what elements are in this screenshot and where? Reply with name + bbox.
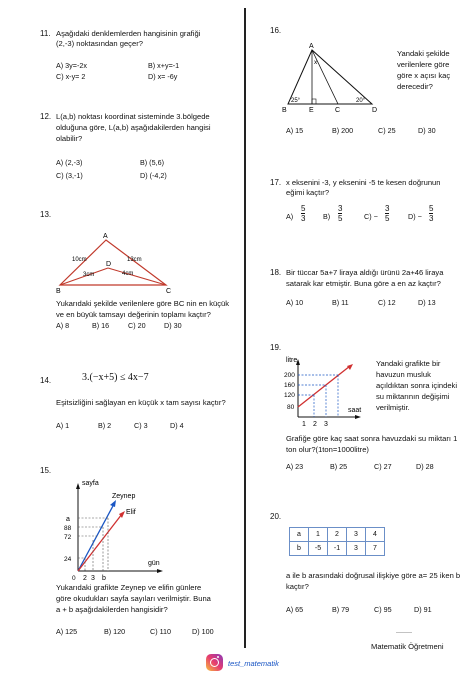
q15-axis-y-label: sayfa <box>82 480 99 487</box>
q18-option-a[interactable]: A) 10 <box>286 298 304 307</box>
q14-text-1: Eşitsizliğini sağlayan en küçük x tam sayısı kaçtır? <box>56 398 226 407</box>
q15-text-3: a + b aşağıdakilerden hangisidir? <box>56 605 168 614</box>
q11-text-1: Aşağıdaki denklemlerden hangisinin grafiği <box>56 29 201 38</box>
q13-label-d: D <box>106 261 112 268</box>
q11-text-2: (2,-3) noktasından geçer? <box>56 39 143 48</box>
q15-text-2: göre okudukları sayfa sayıları verilmiştir. Buna <box>56 594 211 603</box>
q19-number: 19. <box>270 343 282 352</box>
q16-label-x: x <box>314 59 318 66</box>
q17-option-c-label[interactable]: C) − <box>364 212 378 221</box>
q20-option-b[interactable]: B) 79 <box>332 605 350 614</box>
q19-line <box>298 366 350 407</box>
teacher-title: Matematik Öğretmeni <box>371 642 444 651</box>
q19-xtick-3: 3 <box>324 421 328 428</box>
q19-text-3: açıldıktan sonra içindeki <box>376 381 458 390</box>
q20-text-2: kaçtır? <box>286 582 309 591</box>
q20-cell: 7 <box>366 542 385 556</box>
q20-cell: 2 <box>328 528 347 542</box>
q18-option-b[interactable]: B) 11 <box>332 298 349 307</box>
q20-row-a <box>290 528 385 542</box>
q16-angle-b: 25° <box>291 98 301 104</box>
q13-text-2: ve en büyük tamsayı değerinin toplamı kaçtır? <box>56 310 211 319</box>
q11-option-b[interactable]: B) x+y=-1 <box>148 61 180 70</box>
q16-option-b[interactable]: B) 200 <box>332 126 354 135</box>
q15-legend-zeynep: Zeynep <box>112 493 136 500</box>
q13-number: 13. <box>40 210 52 219</box>
q11-number: 11. <box>40 29 51 38</box>
q15-option-a[interactable]: A) 125 <box>56 627 78 636</box>
q16-label-d: D <box>372 107 378 114</box>
q19-axis-x-label: saat <box>348 407 362 414</box>
instagram-icon[interactable] <box>206 654 223 671</box>
q20-cell: 3 <box>347 528 366 542</box>
q15-ytick-24: 24 <box>64 556 72 563</box>
q19-option-c[interactable]: C) 27 <box>374 462 392 471</box>
q19-text-1: Yandaki grafikte bir <box>376 359 441 368</box>
q15-xtick-3: 3 <box>91 575 95 582</box>
q17-option-b-fraction: $\frac{3}{5}$ <box>338 204 343 223</box>
q19-ytick-160: 160 <box>284 382 295 389</box>
q19-option-d[interactable]: D) 28 <box>416 462 434 471</box>
q16-option-c[interactable]: C) 25 <box>378 126 396 135</box>
q15-origin: 0 <box>72 575 76 582</box>
q17-option-d-label[interactable]: D) − <box>408 212 422 221</box>
q20-option-d[interactable]: D) 91 <box>414 605 432 614</box>
q16-text-3: göre x açısı kaç <box>397 71 451 80</box>
q18-number: 18. <box>270 268 282 277</box>
q12-option-a[interactable]: A) (2,-3) <box>56 158 83 167</box>
q13-label-bc: 13cm <box>127 257 142 263</box>
q20-table <box>289 527 385 556</box>
q12-number: 12. <box>40 112 52 121</box>
q14-option-b[interactable]: B) 2 <box>98 421 112 430</box>
q20-cell: 4 <box>366 528 385 542</box>
q20-cell: b <box>290 542 309 556</box>
q15-ytick-72: 72 <box>64 534 72 541</box>
q20-row-b <box>290 542 385 556</box>
q16-text-2: verilenlere göre <box>397 60 450 69</box>
q19-ytick-80: 80 <box>287 404 295 411</box>
q13-label-bd: 3cm <box>83 272 95 278</box>
q14-option-d[interactable]: D) 4 <box>170 421 184 430</box>
q17-text-1: x eksenini -3, y eksenini -5 te kesen doğrunun <box>286 178 441 187</box>
q16-option-d[interactable]: D) 30 <box>418 126 436 135</box>
q12-text-3: olabilir? <box>56 134 83 143</box>
q17-option-b-label[interactable]: B) <box>323 212 331 221</box>
q13-option-a[interactable]: A) 8 <box>56 321 70 330</box>
q18-option-c[interactable]: C) 12 <box>378 298 396 307</box>
q11-option-a[interactable]: A) 3y=-2x <box>56 61 87 70</box>
q17-text-2: eğimi kaçtır? <box>286 188 330 197</box>
q20-cell: 1 <box>309 528 328 542</box>
q17-option-a-label[interactable]: A) <box>286 212 294 221</box>
q12-option-d[interactable]: D) (-4,2) <box>140 171 167 180</box>
q13-option-c[interactable]: C) 20 <box>128 321 146 330</box>
q18-option-d[interactable]: D) 13 <box>418 298 436 307</box>
q19-text-7: ton olur?(1ton=1000litre) <box>286 445 369 454</box>
q13-option-b[interactable]: B) 16 <box>92 321 110 330</box>
q20-text-1: a ile b arasındaki doğrusal ilişkiye göre a= 25 iken b <box>286 571 461 580</box>
q12-text-1: L(a,b) noktası koordinat sisteminde 3.bölgede <box>56 112 210 121</box>
q19-xtick-1: 1 <box>302 421 306 428</box>
q16-label-b: B <box>282 107 287 114</box>
q16-number: 16. <box>270 26 282 35</box>
q19-text-4: su miktarının değişimi <box>376 392 450 401</box>
signature-dots: ........ <box>396 626 412 635</box>
q20-cell: -1 <box>328 542 347 556</box>
q16-angle-d: 20° <box>356 98 366 104</box>
q15-axis-x-label: gün <box>148 560 160 567</box>
q20-cell: a <box>290 528 309 542</box>
q15-ytick-88: 88 <box>64 525 72 532</box>
q15-option-c[interactable]: C) 110 <box>150 627 172 636</box>
q13-label-c: C <box>166 288 172 295</box>
q15-text-1: Yukarıdaki grafikte Zeynep ve elifin günlere <box>56 583 202 592</box>
q15-xtick-2: 2 <box>83 575 87 582</box>
q18-text-1: Bir tüccar 5a+7 liraya aldığı ürünü 2a+46 liraya <box>286 268 444 277</box>
q17-option-d-fraction: $\frac{5}{3}$ <box>429 204 434 223</box>
q19-text-6: Grafiğe göre kaç saat sonra havuzdaki su miktarı 1 <box>286 434 458 443</box>
q19-option-b[interactable]: B) 25 <box>330 462 348 471</box>
q15-option-d[interactable]: D) 100 <box>192 627 214 636</box>
q19-option-a[interactable]: A) 23 <box>286 462 304 471</box>
q14-option-c[interactable]: C) 3 <box>134 421 148 430</box>
q14-number: 14. <box>40 376 52 385</box>
q20-option-c[interactable]: C) 95 <box>374 605 392 614</box>
q17-option-c-fraction: $\frac{3}{5}$ <box>385 204 390 223</box>
q19-xtick-2: 2 <box>313 421 317 428</box>
q13-option-d[interactable]: D) 30 <box>164 321 182 330</box>
q16-label-a: A <box>309 43 314 50</box>
q15-ytick-a: a <box>66 516 70 523</box>
q19-text-2: havuzun musluk <box>376 370 431 379</box>
q16-label-c: C <box>335 107 341 114</box>
q20-option-a[interactable]: A) 65 <box>286 605 304 614</box>
q15-option-b[interactable]: B) 120 <box>104 627 126 636</box>
q12-option-b[interactable]: B) (5,6) <box>140 158 164 167</box>
q20-cell: -5 <box>309 542 328 556</box>
q16-option-a[interactable]: A) 15 <box>286 126 304 135</box>
q17-number: 17. <box>270 178 282 187</box>
q15-legend-elif: Elif <box>126 509 136 516</box>
q17-option-a-fraction: $\frac{5}{3}$ <box>301 204 306 223</box>
q14-inequality: 3.(−x+5) ≤ 4x−7 <box>82 372 149 383</box>
q13-label-b: B <box>56 288 61 295</box>
q13-text-1: Yukarıdaki şekilde verilenlere göre BC nin en küçük <box>56 299 230 308</box>
q18-text-2: satarak kar etmiştir. Buna göre a en az kaçtır? <box>286 279 441 288</box>
q19-ytick-200: 200 <box>284 372 295 379</box>
q19-axis-y-label: litre <box>286 357 298 364</box>
q12-text-2: olduğuna göre, L(a,b) aşağıdakilerden hangisi <box>56 123 211 132</box>
q13-label-ab: 10cm <box>72 257 87 263</box>
q11-option-c[interactable]: C) x-y= 2 <box>56 72 86 81</box>
q16-text-1: Yandaki şekilde <box>397 49 450 58</box>
instagram-handle[interactable]: test_matematik <box>228 659 279 668</box>
q16-text-4: derecedir? <box>397 82 433 91</box>
q15-xtick-b: b <box>102 575 106 582</box>
q20-number: 20. <box>270 512 282 521</box>
q19-text-5: verilmiştir. <box>376 403 410 412</box>
q15-number: 15. <box>40 466 52 475</box>
q11-option-d[interactable]: D) x= -6y <box>148 72 178 81</box>
q16-label-e: E <box>309 107 314 114</box>
q19-ytick-120: 120 <box>284 392 295 399</box>
q12-option-c[interactable]: C) (3,-1) <box>56 171 83 180</box>
q13-label-dc: 4cm <box>122 271 134 277</box>
q13-label-a: A <box>103 233 108 240</box>
q20-cell: 3 <box>347 542 366 556</box>
q14-option-a[interactable]: A) 1 <box>56 421 70 430</box>
